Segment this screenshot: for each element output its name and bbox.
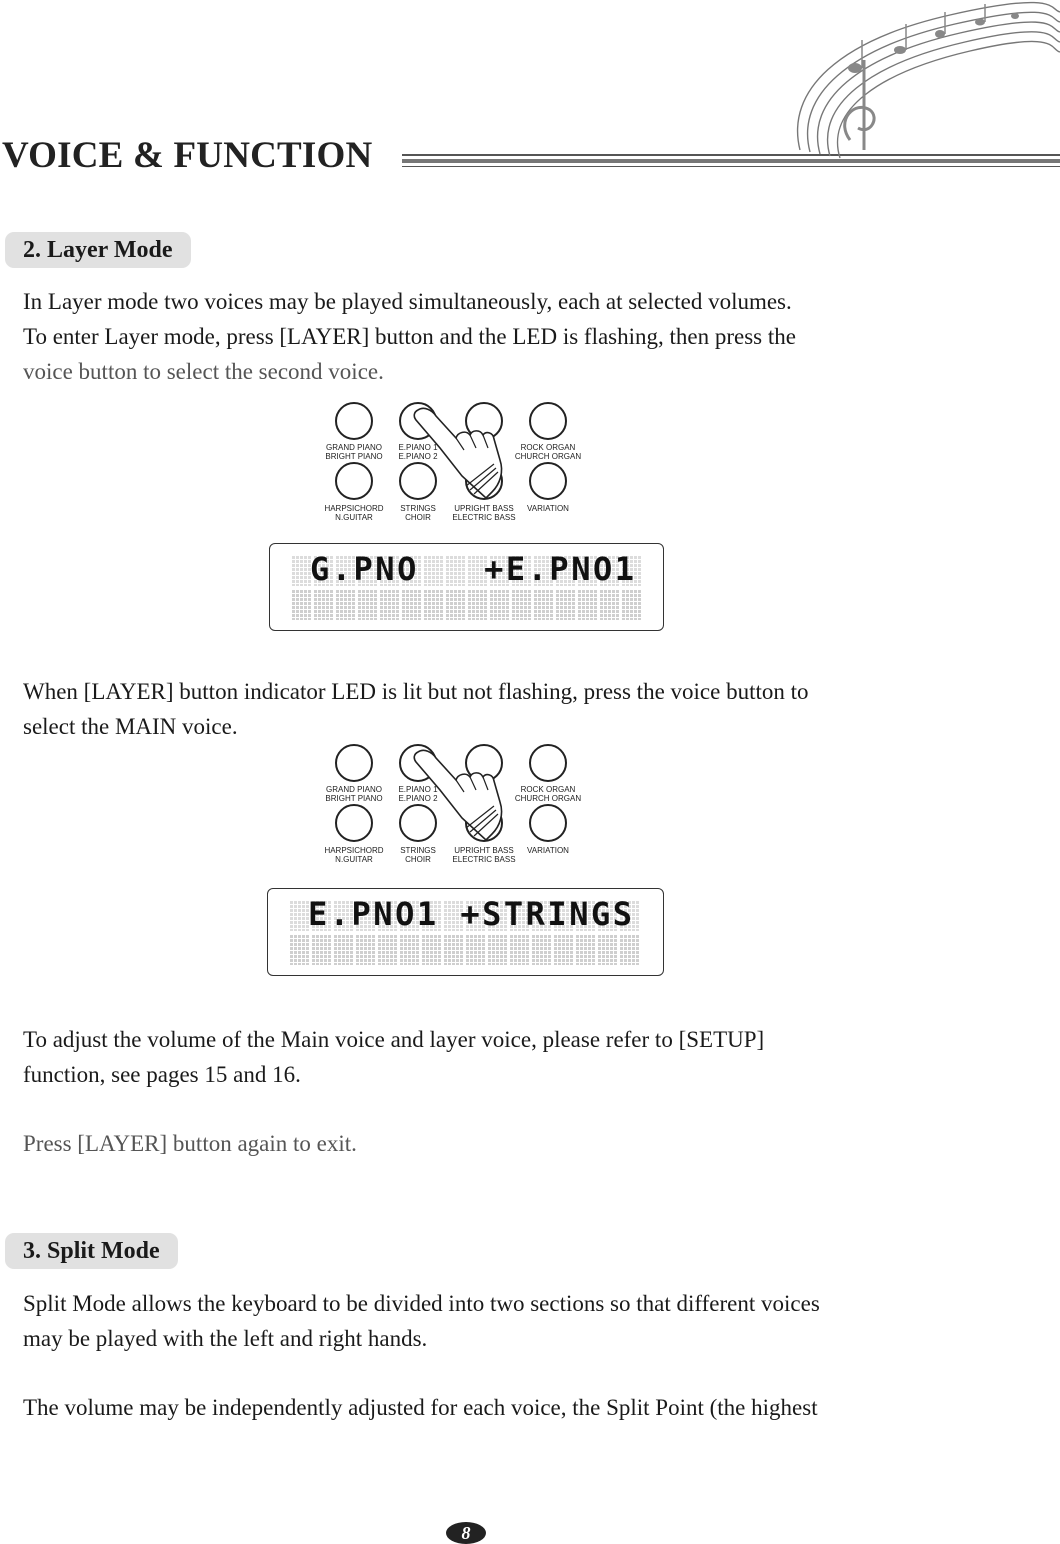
main-voice-paragraph bbox=[23, 674, 809, 744]
split-volume-paragraph bbox=[23, 1390, 818, 1425]
button-label: UPRIGHT BASS ELECTRIC BASS bbox=[452, 846, 516, 864]
layer-intro-paragraph bbox=[23, 284, 796, 389]
lcd-display-2 bbox=[267, 888, 664, 976]
voice-button-harpsichord[interactable] bbox=[335, 804, 373, 842]
voice-button-variation[interactable] bbox=[529, 804, 567, 842]
text-line: When [LAYER] button indicator LED is lit but not flashing, press the voice button to bbox=[23, 679, 809, 704]
text-line: The volume may be independently adjusted for each voice, the Split Point (the highest bbox=[23, 1395, 818, 1420]
page-number: 8 bbox=[446, 1522, 486, 1544]
button-label: STRINGS CHOIR bbox=[400, 846, 436, 864]
volume-paragraph bbox=[23, 1022, 764, 1092]
text-line: voice button to select the second voice. bbox=[23, 359, 384, 384]
lcd-text: G.PNO +E.PNO1 bbox=[310, 550, 637, 588]
button-label: HARPSICHORD N.GUITAR bbox=[324, 846, 384, 864]
split-intro-paragraph bbox=[23, 1286, 820, 1356]
voice-button-panel bbox=[310, 740, 610, 870]
button-label: UPRIGHT BASS ELECTRIC BASS bbox=[452, 504, 516, 522]
text-line: To enter Layer mode, press [LAYER] button and the LED is flashing, then press the bbox=[23, 324, 796, 349]
voice-button-grand-piano[interactable] bbox=[335, 744, 373, 782]
lcd-text: E.PNO1 +STRINGS bbox=[308, 895, 635, 933]
text-line: Split Mode allows the keyboard to be divided into two sections so that different voices bbox=[23, 1291, 820, 1316]
text-line: may be played with the left and right hands. bbox=[23, 1326, 428, 1351]
button-label: E.PIANO 1 E.PIANO 2 bbox=[398, 785, 438, 803]
section-heading-split-mode: 3. Split Mode bbox=[5, 1233, 178, 1269]
page-title: VOICE & FUNCTION bbox=[2, 135, 373, 176]
voice-button-panel bbox=[310, 398, 610, 528]
voice-button-grand-piano[interactable] bbox=[335, 402, 373, 440]
music-notes-decoration-icon bbox=[780, 0, 1060, 160]
voice-button-harpsichord[interactable] bbox=[335, 462, 373, 500]
button-label: HARPSICHORD N.GUITAR bbox=[324, 504, 384, 522]
text-line: function, see pages 15 and 16. bbox=[23, 1062, 301, 1087]
text-line: select the MAIN voice. bbox=[23, 714, 238, 739]
section-heading-layer-mode: 2. Layer Mode bbox=[5, 232, 191, 268]
button-label: VARIATION bbox=[527, 504, 569, 513]
button-label: VARIATION bbox=[527, 846, 569, 855]
pressing-hand-icon bbox=[410, 744, 505, 844]
lcd-matrix-bottom-row bbox=[290, 935, 640, 965]
pressing-hand-icon bbox=[410, 402, 505, 502]
lcd-matrix-bottom-row bbox=[292, 590, 642, 620]
button-label: STRINGS CHOIR bbox=[400, 504, 436, 522]
button-label: GRAND PIANO BRIGHT PIANO bbox=[325, 785, 383, 803]
exit-paragraph bbox=[23, 1126, 357, 1161]
button-label: E.PIANO 1 E.PIANO 2 bbox=[398, 443, 438, 461]
voice-button-rock-organ[interactable] bbox=[529, 744, 567, 782]
button-label: ROCK ORGAN CHURCH ORGAN bbox=[514, 785, 582, 803]
voice-button-rock-organ[interactable] bbox=[529, 402, 567, 440]
text-line: To adjust the volume of the Main voice and layer voice, please refer to [SETUP] bbox=[23, 1027, 765, 1052]
voice-button-variation[interactable] bbox=[529, 462, 567, 500]
button-label: GRAND PIANO BRIGHT PIANO bbox=[325, 443, 383, 461]
text-line: Press [LAYER] button again to exit. bbox=[23, 1131, 357, 1156]
button-label: ROCK ORGAN CHURCH ORGAN bbox=[514, 443, 582, 461]
text-line: In Layer mode two voices may be played simultaneously, each at selected volumes. bbox=[23, 289, 792, 314]
lcd-display-1 bbox=[269, 543, 664, 631]
